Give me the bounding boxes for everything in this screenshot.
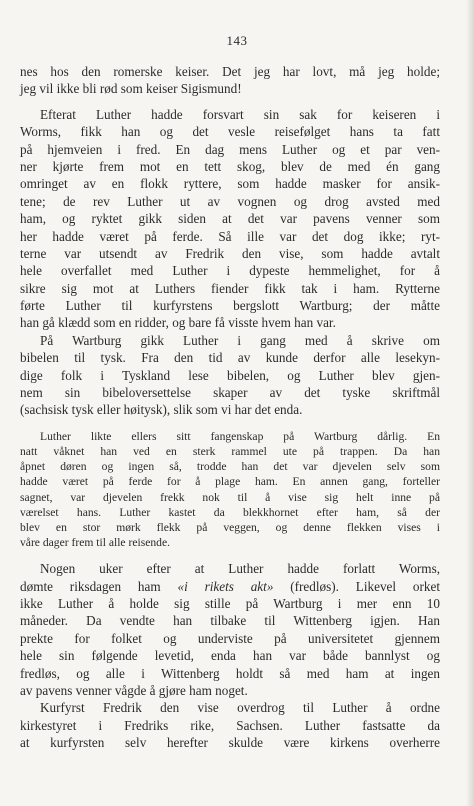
text-line: kirkestyret i Fredriks rike, Sachsen. Luther fastsatte da <box>20 717 440 733</box>
text-line: ham, og ryktet gikk siden at det var pavens venner som <box>20 211 440 227</box>
text-line: åpnet døren og ingen så, trodde han det var djevelen selv som <box>20 460 440 474</box>
text-line: terne var utsendt av Fredrik den vise, som hadde avtalt <box>20 245 440 261</box>
paragraph <box>20 332 440 419</box>
text-line: dige folk i Tyskland lese bibelen, og Luther blev gjen- <box>20 367 440 383</box>
text-line: våre dager frem til alle reisende. <box>20 536 170 550</box>
text-line: Kurfyrst Fredrik den vise overdrog til Luther å ordne <box>40 700 440 716</box>
text-line: hadde været på ferde for å plage ham. En annen gang, forteller <box>20 475 440 489</box>
text-line: at kurfyrsten selv herefter skulde være kirkens overherre <box>20 735 440 751</box>
text-line: dømte riksdagen ham «i rikets akt» (fredløs). Likevel orket <box>20 578 441 594</box>
text-line: førte Luther til kurfyrstens bergslott Wartburg; der måtte <box>20 298 440 314</box>
paragraph <box>20 699 440 751</box>
text-line: av pavens venner vågde å gjøre ham noget. <box>20 683 248 699</box>
text-line: sikre sig mot at Luthers fiender fikk tak i ham. Rytterne <box>20 280 440 296</box>
text-line: her hadde været på ferde. Så ille var det dog ikke; ryt- <box>20 228 440 244</box>
text-line: Luther likte ellers sitt fangenskap på Wartburg dårlig. En <box>40 429 440 443</box>
text-line: natt våknet han ved en sterk rammel ute på trappen. Da han <box>20 445 440 458</box>
text-line: sagnet, var djevelen frekk nok til å vise sig helt inne på <box>20 490 440 504</box>
text-line: fredløs, og alle i Wittenberg holdt så med ham at ingen <box>20 665 440 681</box>
text-line: nem sin bibeloversettelse skaper av det tyske skriftmål <box>20 385 440 401</box>
paragraph <box>20 63 440 98</box>
body-text <box>20 63 440 752</box>
text-line: Efterat Luther hadde forsvart sin sak for keiseren i <box>40 106 440 122</box>
text-line: blev en stor mørk flekk på veggen, og denne flekken vises i <box>20 520 440 534</box>
text-line: han gå klædd som en ridder, og bare få visste hvem han var. <box>20 315 336 331</box>
page-edge-shadow <box>466 0 474 806</box>
text-line: På Wartburg gikk Luther i gang med å skrive om <box>40 332 440 348</box>
text-line: hele sin følgende levetid, enda han var både bannlyst og <box>20 648 440 664</box>
text-line: bibelen til tysk. Fra den tid av kunde derfor alle lesekyn- <box>20 350 440 366</box>
text-line: jeg vil ikke bli rød som keiser Sigismund! <box>20 81 242 97</box>
small-print-paragraph <box>20 429 440 551</box>
text-line: Nogen uker efter at Luther hadde forlatt Worms, <box>40 561 440 577</box>
paragraph <box>20 106 440 332</box>
text-line: (sachsisk tysk eller høitysk), slik som vi har det enda. <box>20 402 303 418</box>
text-line: hele overfallet med Luther i dypeste hemmelighet, for å <box>20 263 440 279</box>
text-line: ner kjørte frem mot en tett skog, blev de med én gang <box>20 158 440 174</box>
text-line: omringet av en flokk ryttere, som hadde masker for ansik- <box>20 176 440 192</box>
text-line: måneder. Da vendte han tilbake til Wittenberg igjen. Han <box>20 613 440 629</box>
italic-phrase: «i rikets akt» <box>177 578 274 594</box>
text-line: prekte for folket og underviste på universitetet gjennem <box>20 630 440 646</box>
text-line: tene; de rev Luther ut av vognen og drog avsted med <box>20 193 440 209</box>
text-line: nes hos den romerske keiser. Det jeg har lovt, må jeg holde; <box>20 64 440 79</box>
paragraph <box>20 560 440 699</box>
text-line: værelset hans. Luther kastet da blekkhornet efter ham, så der <box>20 505 440 519</box>
page-number: 143 <box>226 33 248 48</box>
text-line: på hjemveien i fred. En dag mens Luther og et par ven- <box>20 141 440 157</box>
text-line: ikke Luther å holde sig stille på Wartburg i mer enn 10 <box>20 596 440 612</box>
text-line: Worms, fikk han og det vesle reisefølget hans ta fatt <box>20 124 440 140</box>
